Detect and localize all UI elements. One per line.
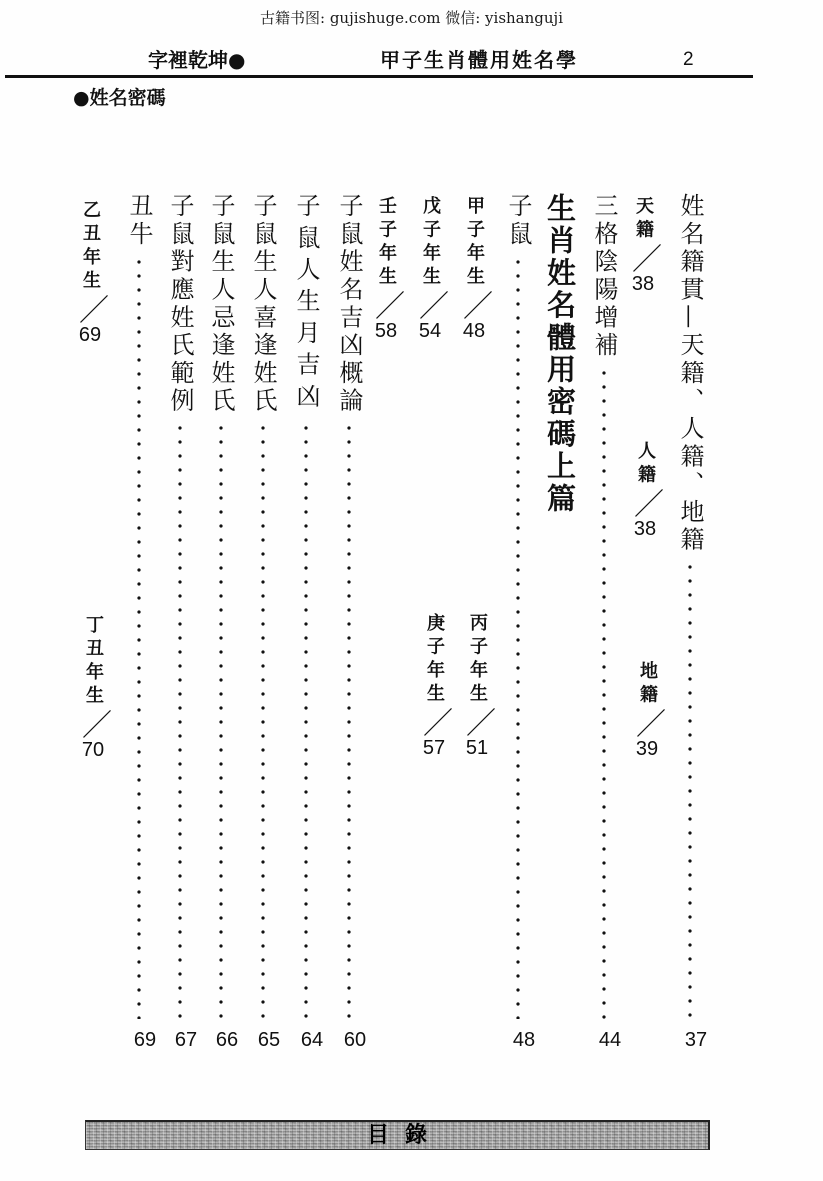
toc-entry-title: 子鼠人生月吉凶: [292, 193, 320, 415]
running-header-series: 字裡乾坤●: [148, 48, 246, 72]
toc-subentry-separator: ／: [460, 707, 495, 737]
toc-subentry-label: 地籍: [637, 661, 658, 708]
toc-entry: [166, 193, 198, 1051]
toc-entry-title: 姓名籍貫—天籍、人籍、地籍: [676, 193, 704, 555]
toc-subentry-page: 48: [462, 320, 486, 342]
toc-entry: [292, 193, 324, 1051]
header-rule: [5, 75, 753, 78]
toc-entry: [249, 193, 281, 1051]
toc-subentry-label: 戊子年生: [420, 196, 441, 290]
toc-subentry-page: 69: [78, 324, 102, 346]
dot-leader: [515, 255, 521, 1019]
toc-subentry-label: 庚子年生: [424, 613, 445, 707]
toc-subentry-label: 甲子年生: [464, 196, 485, 290]
toc-entry: [590, 193, 622, 1051]
toc-subentry-separator: ／: [76, 709, 111, 739]
dot-leader: [687, 560, 693, 1019]
toc-entry-page: 64: [300, 1029, 324, 1051]
section-label: ●姓名密碼: [73, 87, 166, 109]
toc-subentry-separator: ／: [417, 707, 452, 737]
dot-leader: [346, 421, 352, 1019]
toc-entry-title: 三格陰陽增補: [590, 193, 618, 360]
toc-entry-page: 44: [598, 1029, 622, 1051]
toc-entry-page: 65: [257, 1029, 281, 1051]
toc-subentry: [626, 196, 661, 295]
toc-entry: [676, 193, 708, 1051]
toc-entry-page: 69: [133, 1029, 157, 1051]
toc-subentry-page: 38: [631, 273, 655, 295]
footer-bar: [85, 1120, 710, 1150]
toc-subentry: [630, 661, 665, 760]
toc-subentry-label: 乙丑年生: [80, 200, 101, 294]
toc-subentry-page: 58: [374, 320, 398, 342]
toc-subentry-page: 70: [81, 739, 105, 761]
toc-entry-page: 48: [512, 1029, 536, 1051]
toc-entry-page: 37: [684, 1029, 708, 1051]
toc-subentry: [417, 613, 452, 759]
watermark-text: 古籍书图: gujishuge.com 微信: yishanguji: [260, 9, 563, 27]
toc-subentry-label: 丙子年生: [467, 613, 488, 707]
dot-leader: [303, 421, 309, 1019]
toc-subentry: [369, 196, 404, 342]
dot-leader: [177, 421, 183, 1019]
toc-subentry: [73, 200, 108, 346]
part-heading: 生肖姓名體用密碼上篇: [543, 193, 577, 515]
dot-leader: [601, 366, 607, 1019]
running-header-title: 甲子生肖體用姓名學: [380, 48, 578, 72]
toc-subentry-separator: ／: [630, 708, 665, 738]
toc-subentry-separator: ／: [413, 290, 448, 320]
toc-subentry-label: 壬子年生: [376, 196, 397, 290]
page-number: 2: [683, 49, 694, 70]
toc-entry: [504, 193, 536, 1051]
toc-subentry-page: 54: [418, 320, 442, 342]
toc-subentry: [76, 615, 111, 761]
toc-entry-title: 子鼠生人忌逢姓氏: [207, 193, 235, 416]
toc-entry-title: 子鼠: [504, 193, 532, 249]
toc-subentry: [457, 196, 492, 342]
toc-entry-page: 67: [174, 1029, 198, 1051]
toc-entry: [207, 193, 239, 1051]
toc-entry-title: 子鼠姓名吉凶概論: [335, 193, 363, 416]
toc-subentry-separator: ／: [628, 488, 663, 518]
toc-subentry-separator: ／: [626, 243, 661, 273]
toc-subentry-label: 天籍: [633, 196, 654, 243]
toc-subentry-page: 51: [465, 737, 489, 759]
toc-entry-page: 66: [215, 1029, 239, 1051]
toc-subentry-label: 丁丑年生: [83, 615, 104, 709]
toc-subentry-page: 57: [422, 737, 446, 759]
dot-leader: [260, 421, 266, 1019]
toc-entry-page: 60: [343, 1029, 367, 1051]
footer-label: 目錄: [366, 1122, 443, 1148]
toc-subentry-label: 人籍: [635, 441, 656, 488]
toc-subentry: [413, 196, 448, 342]
toc-subentry-page: 39: [635, 738, 659, 760]
toc-subentry-page: 38: [633, 518, 657, 540]
dot-leader: [218, 421, 224, 1019]
toc-subentry: [460, 613, 495, 759]
toc-subentry-separator: ／: [369, 290, 404, 320]
toc-subentry: [628, 441, 663, 540]
toc-entry-title: 丑牛: [125, 193, 153, 249]
toc-entry-title: 子鼠對應姓氏範例: [166, 193, 194, 416]
toc-subentry-separator: ／: [73, 294, 108, 324]
toc-subentry-separator: ／: [457, 290, 492, 320]
toc-entry-title: 子鼠生人喜逢姓氏: [249, 193, 277, 416]
dot-leader: [136, 255, 142, 1019]
toc-entry: [335, 193, 367, 1051]
toc-entry: [125, 193, 157, 1051]
